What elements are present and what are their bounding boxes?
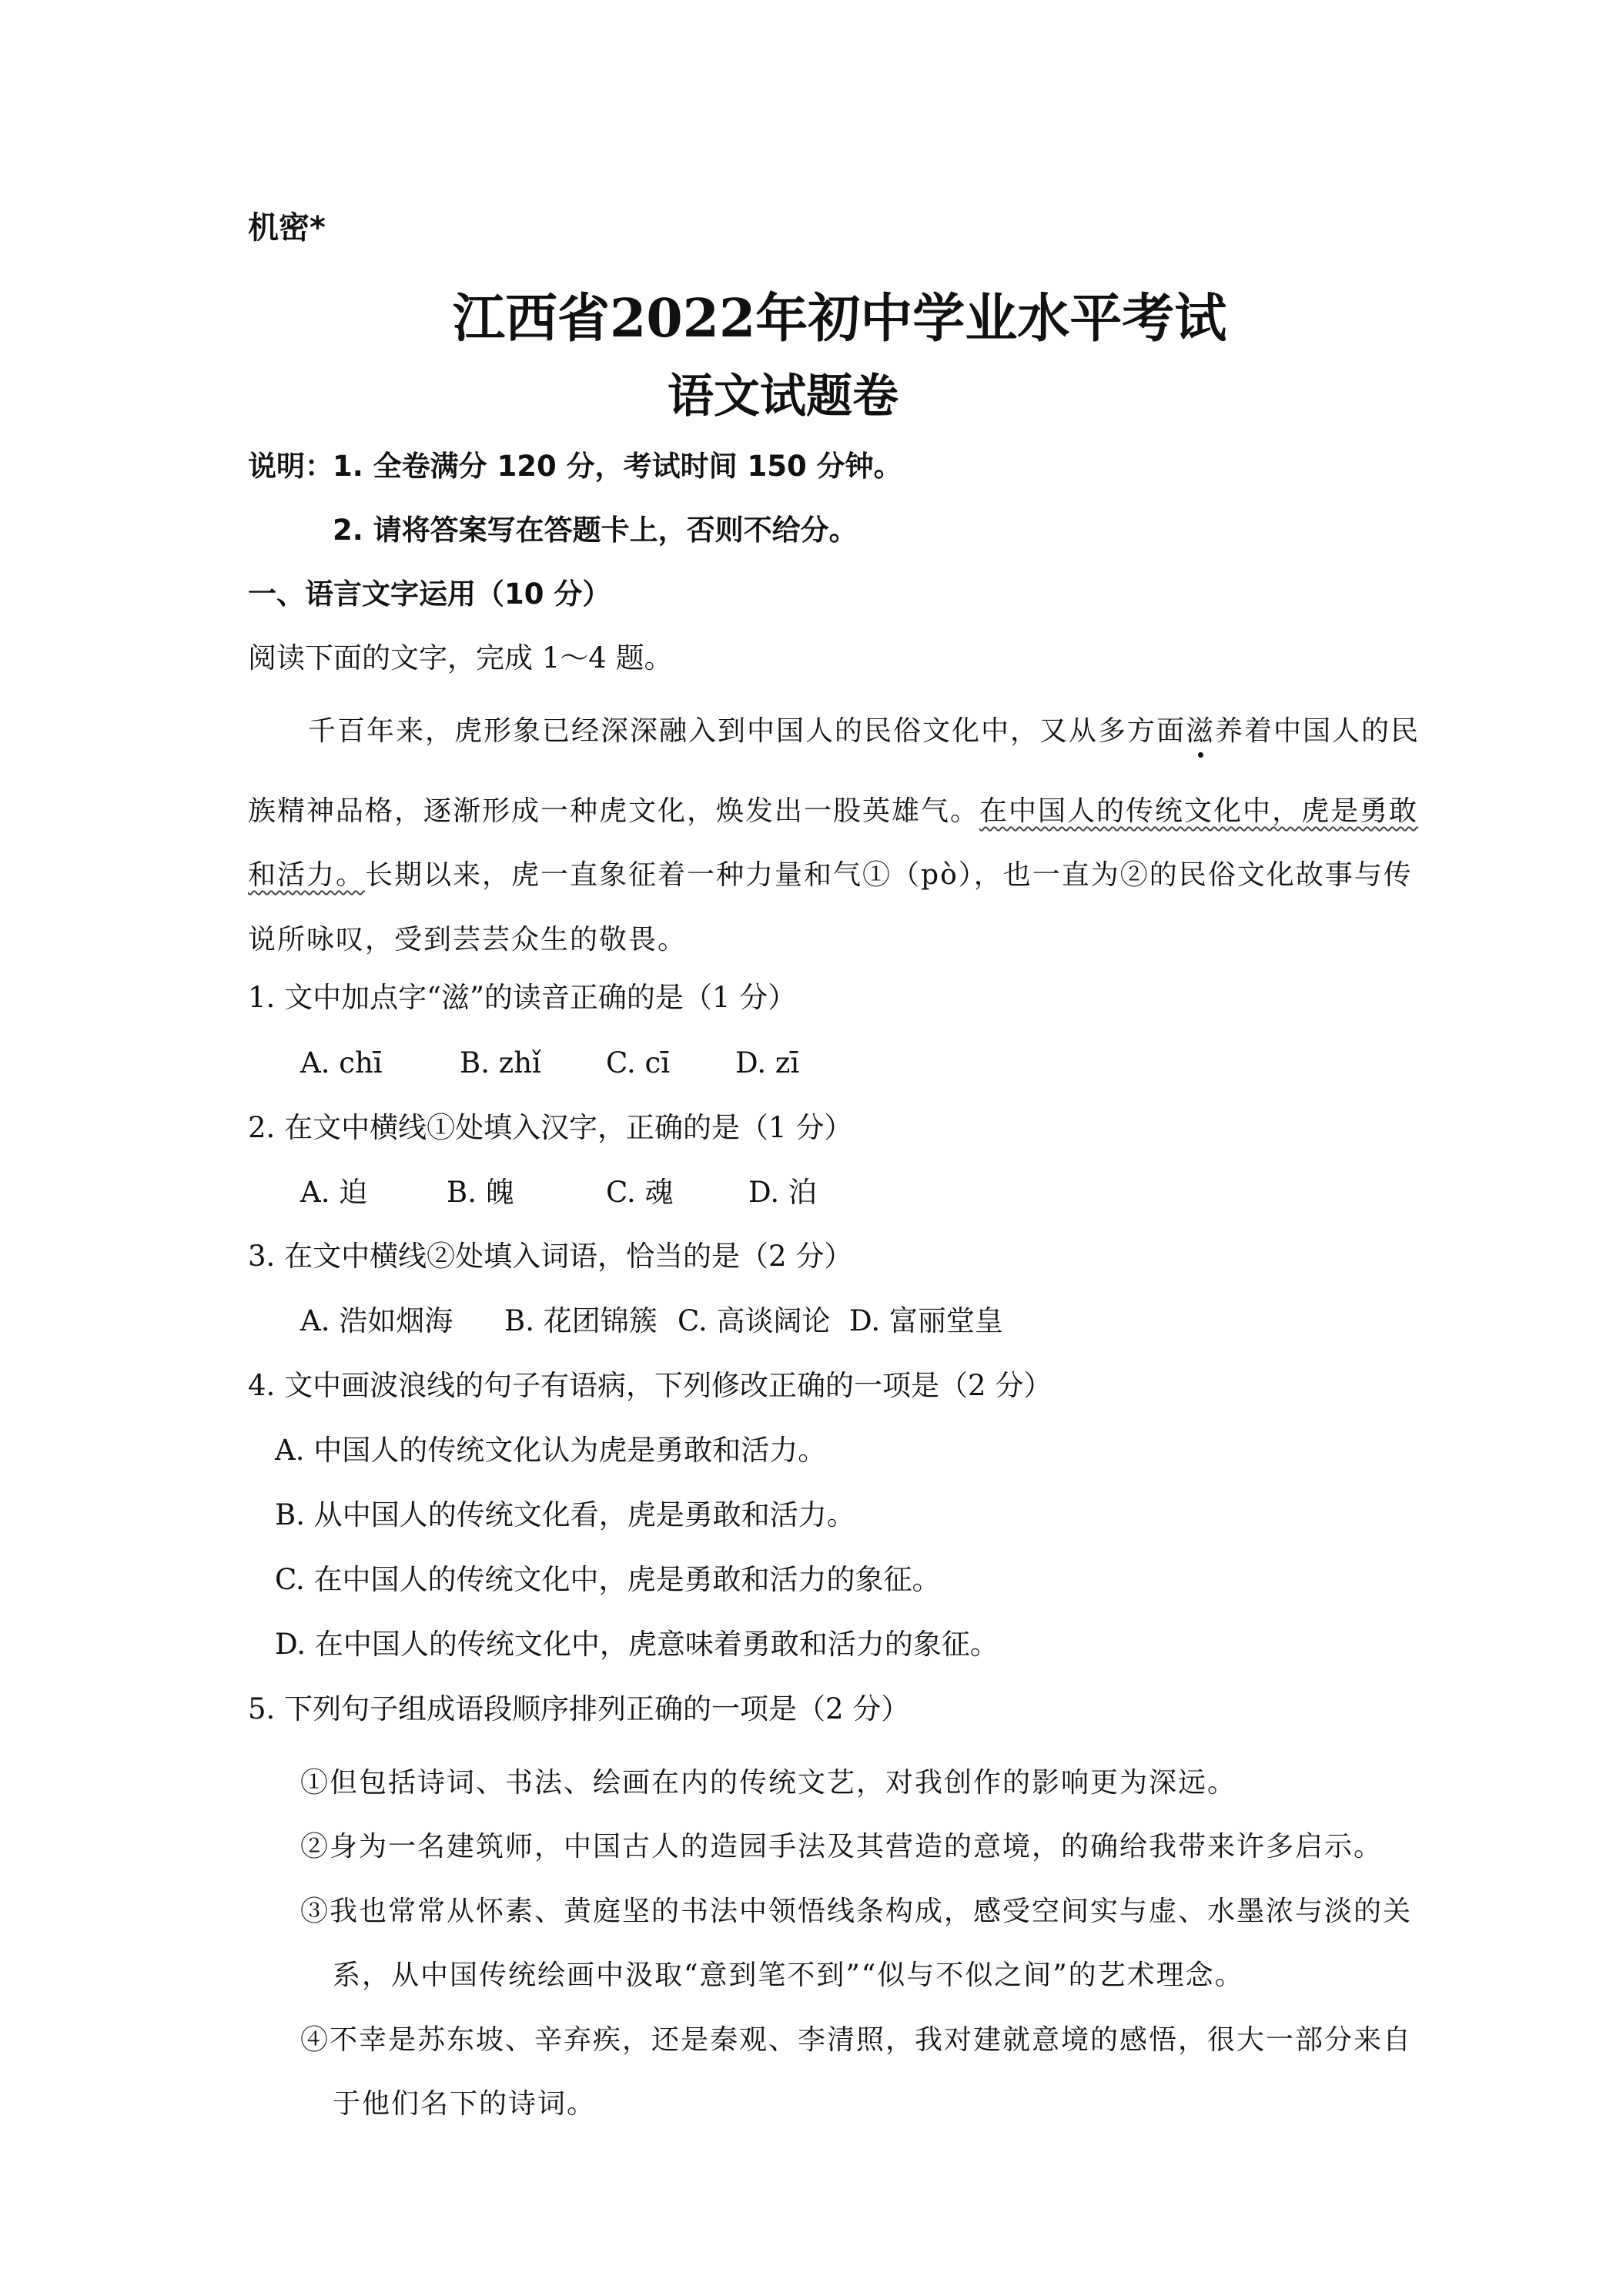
question-4-option-d: D. 在中国人的传统文化中，虎意味着勇敢和活力的象征。 <box>275 1628 999 1661</box>
question-5-sentence-4-line-1: ④不幸是苏东坡、辛弃疾，还是秦观、李清照，我对建就意境的感悟，很大一部分来自 <box>300 2024 1413 2056</box>
blank-1-marker: ① <box>862 859 892 891</box>
question-2-option-d: D. 泊 <box>748 1176 817 1209</box>
wavy-underlined-sentence-part-2: 和活力。 <box>248 859 366 891</box>
question-1-option-a: A. chī <box>300 1046 383 1079</box>
passage-line-3 <box>248 853 1413 892</box>
question-5-sentence-3-line-1: ③我也常常从怀素、黄庭坚的书法中领悟线条构成，感受空间实与虚、水墨浓与淡的关 <box>300 1896 1413 1927</box>
question-3-option-a: A. 浩如烟海 <box>300 1304 453 1337</box>
instructions-item-2: 2. 请将答案写在答题卡上，否则不给分。 <box>333 514 858 547</box>
question-2-stem: 2. 在文中横线①处填入汉字，正确的是（1 分） <box>248 1111 853 1144</box>
passage-line-1-part-b: 养着中国人的民 <box>1215 715 1421 747</box>
question-3-option-d: D. 富丽堂皇 <box>849 1304 1003 1337</box>
passage-line-4: 说所咏叹，受到芸芸众生的敬畏。 <box>248 924 688 956</box>
instructions-item-1: 1. 全卷满分 120 分，考试时间 150 分钟。 <box>333 450 902 483</box>
question-5-sentence-2: ②身为一名建筑师，中国古人的造园手法及其营造的意境，的确给我带来许多启示。 <box>300 1831 1384 1863</box>
blank-2-marker: ② <box>1119 859 1149 891</box>
question-3-stem: 3. 在文中横线②处填入词语，恰当的是（2 分） <box>248 1240 853 1273</box>
question-3-option-c: C. 高谈阔论 <box>678 1304 831 1337</box>
passage-line-3-part-c: 的民俗文化故事与传 <box>1149 859 1413 891</box>
passage-line-3-part-a: 长期以来，虎一直象征着一种力量和气 <box>365 859 863 891</box>
question-5-sentence-3-line-2: 系，从中国传统绘画中汲取“意到笔不到”“似与不似之间”的艺术理念。 <box>333 1960 1244 1991</box>
question-4-stem: 4. 文中画波浪线的句子有语病，下列修改正确的一项是（2 分） <box>248 1369 1052 1402</box>
question-5-stem: 5. 下列句子组成语段顺序排列正确的一项是（2 分） <box>248 1692 910 1725</box>
question-1-stem: 1. 文中加点字“滋”的读音正确的是（1 分） <box>248 981 797 1014</box>
dotted-character: 滋 <box>1186 715 1216 747</box>
section-1-intro: 阅读下面的文字，完成 1～4 题。 <box>248 641 673 674</box>
passage-line-1-part-a: 千百年来，虎形象已经深深融入到中国人的民俗文化中，又从多方面 <box>308 715 1186 747</box>
question-4-option-a: A. 中国人的传统文化认为虎是勇敢和活力。 <box>275 1434 827 1467</box>
question-1-option-b: B. zhǐ <box>460 1046 541 1079</box>
passage-line-2-part-a: 族精神品格，逐渐形成一种虎文化，焕发出一股英雄气。 <box>248 795 980 827</box>
question-2-option-a: A. 迫 <box>300 1176 368 1209</box>
question-1-option-d: D. zī <box>735 1046 800 1079</box>
question-4-option-b: B. 从中国人的传统文化看，虎是勇敢和活力。 <box>275 1498 855 1531</box>
question-5-sentence-4-line-2: 于他们名下的诗词。 <box>333 2088 597 2120</box>
passage-line-2 <box>248 789 1418 828</box>
passage-line-1 <box>308 709 1420 748</box>
question-2-option-c: C. 魂 <box>606 1176 674 1209</box>
question-2-option-b: B. 魄 <box>447 1176 514 1209</box>
passage-line-3-part-b: （pò），也一直为 <box>892 859 1120 891</box>
exam-title: 江西省2022年初中学业水平考试 <box>453 288 1227 350</box>
question-4-option-c: C. 在中国人的传统文化中，虎是勇敢和活力的象征。 <box>275 1563 941 1596</box>
section-1-heading: 一、语言文字运用（10 分） <box>248 577 611 611</box>
exam-subtitle: 语文试题卷 <box>668 370 899 423</box>
wavy-underlined-sentence-part-1: 在中国人的传统文化中，虎是勇敢 <box>979 795 1419 827</box>
question-1-option-c: C. cī <box>606 1046 671 1079</box>
question-5-sentence-1: ①但包括诗词、书法、绘画在内的传统文艺，对我创作的影响更为深远。 <box>300 1767 1237 1799</box>
question-3-option-b: B. 花团锦簇 <box>504 1304 658 1337</box>
instructions-label: 说明： <box>248 450 333 483</box>
confidential-mark: 机密* <box>248 210 326 246</box>
